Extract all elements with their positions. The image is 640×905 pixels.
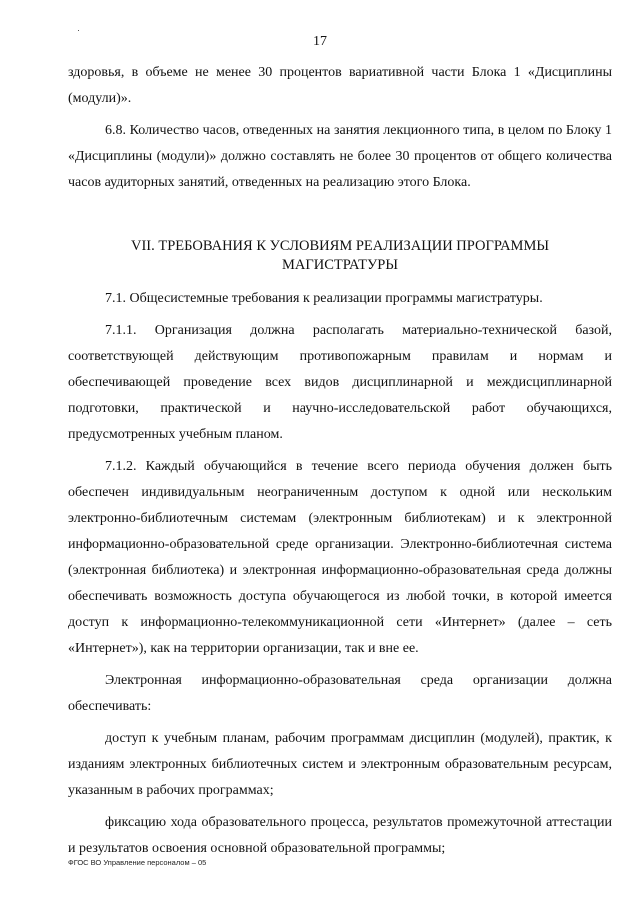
paragraph-environment: Электронная информационно-образовательная среда организации должна обеспечивать: bbox=[68, 673, 612, 714]
scan-speck bbox=[78, 30, 79, 31]
paragraph-6-8: 6.8. Количество часов, отведенных на занятия лекционного типа, в целом по Блоку 1 «Дисциплины (модули)» должно составлять не более 30 процентов от общего количества часов аудиторных занятий, отведенных на реализацию этого Блока. bbox=[68, 123, 612, 190]
paragraph-access: доступ к учебным планам, рабочим программам дисциплин (модулей), практик, к изданиям электронных библиотечных систем и электронным образовательным ресурсам, указанным в рабочих программах; bbox=[68, 731, 612, 798]
paragraph-7-1: 7.1. Общесистемные требования к реализации программы магистратуры. bbox=[105, 291, 543, 306]
paragraph-7-1-1: 7.1.1. Организация должна располагать материально-технической базой, соответствующей действующим противопожарным правилам и нормам и обеспечивающей проведение всех видов дисциплинарной и междисциплинарной подготовки, практической и научно-исследовательской работ обучающихся, предусмотренных учебным планом. bbox=[68, 323, 612, 442]
footer-text: ФГОС ВО Управление персоналом – 05 bbox=[68, 858, 207, 867]
paragraph-fixation: фиксацию хода образовательного процесса, результатов промежуточной аттестации и результатов освоения основной образовательной программы; bbox=[68, 815, 612, 856]
section-heading bbox=[68, 237, 612, 275]
section-heading-line2: МАГИСТРАТУРЫ bbox=[282, 257, 398, 273]
section-heading-line1: VII. ТРЕБОВАНИЯ К УСЛОВИЯМ РЕАЛИЗАЦИИ ПРОГРАММЫ bbox=[131, 238, 549, 254]
paragraph-7-1-2: 7.1.2. Каждый обучающийся в течение всего периода обучения должен быть обеспечен индивидуальным неограниченным доступом к одной или нескольким электронно-библиотечным системам (электронным библиотекам) и к электронной информационно-образовательной среде организации. Электронно-библиотечная система (электронная библиотека) и электронная информационно-образовательная среда должны обеспечивать возможность доступа обучающегося из любой точки, в которой имеется доступ к информационно-телекоммуникационной сети «Интернет» (далее – сеть «Интернет»), как на территории организации, так и вне ее. bbox=[68, 459, 612, 656]
paragraph-continuation: здоровья, в объеме не менее 30 процентов вариативной части Блока 1 «Дисциплины (модули)». bbox=[68, 65, 612, 106]
body-top bbox=[68, 60, 612, 196]
body-section-7 bbox=[68, 286, 612, 862]
page-number: 17 bbox=[313, 34, 327, 49]
